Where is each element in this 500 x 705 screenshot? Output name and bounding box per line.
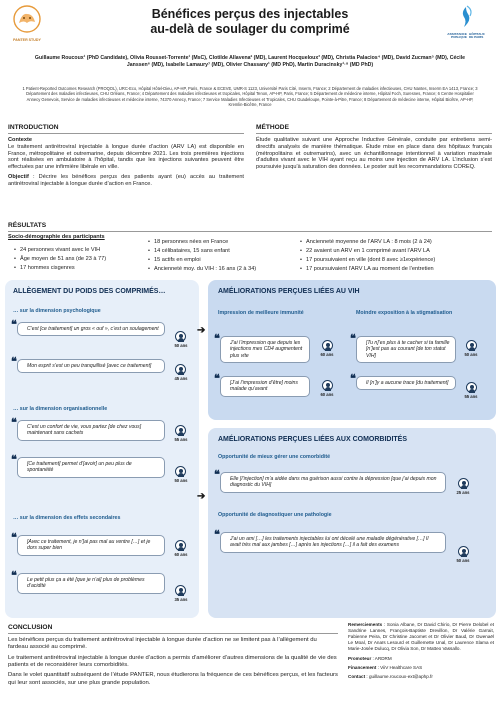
age-label: 35 ans — [174, 597, 188, 602]
method-text: Étude qualitative suivant une Approche Inductive Générale, conduite par entretiens semi-directifs analysés de manière thématique. Étude mise en place dans des hôpitaux français (métropolitains et outremarins), avec un échantillonnage intentionnel à variation maximale d’adultes vivant avec le VIH ayant reçu au moins une injection de ARV LA. L’inclusion s’est poursuivie jusqu’à saturation des données. Le poster suit les recommandations COREQ. — [256, 137, 492, 171]
affiliations: 1 Patient-Reported Outcomes Research (PROQOL), URC-Eco, Hôpital Hôtel-Dieu, AP-HP, Paris, France & ECEVE, UMR-S 1123, Université Paris Cité, Inserm, France; 2 Département de maladies infectieuses, CHU Nantes, Inserm EA 1413, France; 3 Département des maladies infectieuses, CHU Orléans, France; 4 Département des maladies infectieuses et tropicales, Hôpital Tenon, AP-HP, Paris, France; 5 Département de médecine interne, Hôpital Foch, Suresnes, France; 6 Centre Hospitalier Annecy Genevois, Service de maladies infectieuses et médecine interne, 74370 Annecy, France; 7 Service Maladies Infectieuses et Tropicales, CHU Guadeloupe, Pointe-à-Pitre, France; 8 Département de médecine interne, Hôpital Bicêtre, AP-HP, Kremlin-Bicêtre, France — [22, 86, 478, 107]
results-heading: RÉSULTATS — [8, 222, 492, 232]
funding-text: : ViiV Healthcare SAS — [376, 664, 423, 670]
age-label: 25 ans — [456, 490, 470, 495]
age-label: 55 ans — [464, 394, 478, 399]
quote-como-1: Elle [l’injection] m’a aidée dans ma guérison aussi contre la dépression [que j’ai depuis mon diagnostic du VIH] — [220, 472, 446, 493]
stat-item: • 17 poursuivaient l’ARV LA au moment de l’entretien — [300, 266, 434, 273]
title-line-1: Bénéfices perçus des injectables — [151, 7, 349, 21]
quote-org-2: [Ce traitement] permet d’[avoir] un peu plus de spontanéité — [17, 457, 165, 478]
contact-text[interactable]: : guillaume.roucoux-ext@aphp.fr — [365, 673, 433, 679]
quote-vih-4: Il [n’]y a aucune trace [du traitement] — [356, 376, 456, 390]
method-heading: MÉTHODE — [256, 124, 492, 134]
promoter-label: Promoteur — [348, 655, 372, 661]
conclusion-heading: CONCLUSION — [8, 624, 338, 634]
aphp-logo-mark — [440, 4, 492, 30]
avatar-icon — [175, 540, 186, 551]
introduction-heading: INTRODUCTION — [8, 124, 244, 134]
vih-sub-immunity: Impression de meilleure immunité — [218, 310, 304, 316]
aphp-logo — [440, 4, 492, 48]
quote-mark-icon: ❝ — [214, 529, 220, 541]
method-section — [256, 124, 492, 171]
aphp-text-2: PUBLIQUE — [450, 35, 467, 40]
contact-line — [348, 674, 494, 680]
avatar-icon — [322, 340, 333, 351]
quote-mark-icon: ❝ — [11, 454, 17, 466]
introduction-section — [8, 124, 244, 188]
quote-mark-icon: ❝ — [214, 333, 220, 345]
arrow-right-icon: ➔ — [197, 325, 206, 336]
credits-section — [348, 622, 494, 680]
stat-item: • 24 personnes vivant avec le VIH — [14, 247, 100, 254]
avatar-icon — [175, 425, 186, 436]
left-panel — [5, 280, 199, 618]
left-sub-organizational: … sur la dimension organisationnelle — [13, 406, 108, 412]
thanks-paragraph — [348, 622, 494, 652]
age-label: 50 ans — [456, 558, 470, 563]
conclusion-p3: Dans le volet quantitatif subséquent de l’étude PANTER, nous étudierons la fréquence de ces bénéfices perçus, et les facteurs qui leur sont associés, sur une plus grande population. — [8, 672, 338, 686]
panter-logo-text: PANTER STUDY — [13, 37, 41, 42]
quote-vih-2: [J’ai l’impression d’être] moins malade qu’avant — [220, 376, 310, 397]
stat-item: • 18 personnes nées en France — [148, 239, 228, 246]
aphp-text-1: ASSISTANCE — [447, 31, 467, 36]
aphp-text-3: HÔPITAUX — [468, 31, 485, 36]
age-label: 55 ans — [174, 437, 188, 442]
quote-mark-icon: ❝ — [350, 333, 356, 345]
aphp-text-4: DE PARIS — [468, 35, 484, 40]
age-label: 60 ans — [320, 352, 334, 357]
avatar-icon — [466, 340, 477, 351]
thanks-label: Remerciements — [348, 622, 383, 627]
stat-item: • 15 actifs en emploi — [148, 257, 201, 264]
quote-se-2: Le petit plus ça a été [que je n’ai] plus de problèmes d’acidité — [17, 573, 165, 594]
conclusion-p2: Le traitement antirétroviral injectable à longue durée d’action a permis d’améliorer d’autres dimensions de la qualité de vie des patients et de reconsidérer leurs comorbidités. — [8, 654, 337, 668]
arrow-right-icon: ➔ — [197, 491, 206, 502]
page-title — [90, 7, 410, 38]
conclusion-section — [8, 624, 338, 687]
quote-vih-1: J’ai l’impression que depuis les injections mes CD4 augmentent plus vite — [220, 336, 310, 363]
title-line-2: au-delà de soulager du comprimé — [150, 22, 350, 37]
panter-logo-mark — [12, 4, 42, 34]
avatar-icon — [466, 382, 477, 393]
context-text: Le traitement antirétroviral injectable à longue durée d’action (ARV LA) est disponible en France, métropolitaine et outremarine, depuis décembre 2021. Les trois premières injections sont réalisées en ambulatoire à l’hôpital, tandis que les injections suivantes peuvent être effectuées par une infirmière libérale en ville. — [8, 143, 244, 171]
age-label: 50 ans — [174, 343, 188, 348]
context-label: Contexte — [8, 137, 32, 144]
quote-org-1: C’est un confort de vie, vous partez [de chez vous] maintenant sans cachets — [17, 420, 165, 441]
quote-mark-icon: ❝ — [11, 319, 17, 331]
avatar-icon — [458, 546, 469, 557]
panter-logo — [12, 4, 42, 48]
avatar-icon — [175, 466, 186, 477]
thanks-text: : Sonia Albane, Dr David Chirio, Dr Pierre Delobel et Sandrine Lannes, François-Baptiste Drevillon, Dr Valérie Garrait, Fabienne Peira, Dr Christine Jacomet et Dr Olivier Baud, Dr Gwenaël Le Moal, Dr Anaïs Lesourd et Guillemette Unal, Dr Laurence Slama et Marie-Josée Dulucq, Dr Olivia Son, Dr Matteo Vassallo. — [348, 622, 494, 651]
quote-mark-icon: ❝ — [214, 469, 220, 481]
avatar-icon — [175, 331, 186, 342]
objective-text: : Décrire les bénéfices perçus des patients ayant (eu) accès au traitement antirétroviral injectable à longue durée d’action en France. — [8, 174, 244, 187]
left-panel-title: ALLÈGEMENT DU POIDS DES COMPRIMÉS… — [13, 288, 166, 295]
stat-item: • Ancienneté moyenne de l’ARV LA : 8 mois (2 à 24) — [300, 239, 432, 246]
avatar-icon — [322, 380, 333, 391]
stat-item: • 17 hommes cisgenres — [14, 265, 75, 272]
objective-label: Objectif — [8, 174, 29, 181]
avatar-icon — [175, 364, 186, 375]
funding-label: Financement — [348, 664, 377, 670]
quote-psy-2: Mon esprit s’est un peu tranquillisé [avec ce traitement] — [17, 359, 165, 373]
quote-como-2: J’ai un ami […] les traitements injectables lui ont décelé une maladie dégénérative […] Il avait très mal aux jambes […] après les injections […] il a fait des examens — [220, 532, 446, 553]
quote-mark-icon: ❝ — [350, 373, 356, 385]
promoter-line — [348, 656, 494, 662]
left-sub-psychological: … sur la dimension psychologique — [13, 308, 101, 314]
funding-line — [348, 665, 494, 671]
stat-item: • Âge moyen de 51 ans (de 23 à 77) — [14, 256, 106, 263]
vih-sub-stigma: Moindre exposition à la stigmatisation — [356, 310, 453, 316]
como-sub-manage: Opportunité de mieux gérer une comorbidité — [218, 454, 331, 460]
left-sub-side-effects: … sur la dimension des effets secondaires — [13, 515, 121, 521]
objective-paragraph — [8, 174, 244, 188]
authors: Guillaume Roucoux¹ (PhD Candidate), Olivia Rousset-Torrente¹ (MsC), Clotilde Allavena² (MD), Laurent Hocqueloux³ (MD), Christia Palacios⁴ (MD), David Zucman⁵ (MD), Cécile Janssen⁶ (MD), Isabelle Lamaury⁷ (MD), Olivier Chassany¹ (MD PhD), Martin Duracinsky¹·⁸ (MD PhD) — [34, 55, 466, 68]
promoter-text: : ARDRM — [371, 655, 392, 661]
quote-mark-icon: ❝ — [11, 356, 17, 368]
quote-mark-icon: ❝ — [214, 373, 220, 385]
age-label: 60 ans — [320, 392, 334, 397]
como-sub-diagnose: Opportunité de diagnostiquer une pathologie — [218, 512, 332, 518]
vih-panel — [208, 280, 496, 420]
avatar-icon — [458, 478, 469, 489]
age-label: 45 ans — [174, 376, 188, 381]
avatar-icon — [175, 585, 186, 596]
socio-label: Socio-démographie des participants — [8, 234, 105, 241]
stat-item: • 17 poursuivaient en ville (dont 8 avec ≥1expérience) — [300, 257, 435, 264]
stat-item: • Ancienneté moy. du VIH : 16 ans (2 à 34) — [148, 266, 256, 273]
vih-panel-title: AMÉLIORATIONS PERÇUES LIÉES AU VIH — [218, 288, 360, 295]
quote-psy-1: C’est [ce traitement] un gros « ouf », c’est un soulagement — [17, 322, 165, 336]
comorbidity-panel — [208, 428, 496, 618]
quote-se-1: [Avec ce traitement, je n’]ai pas mal au ventre […] et je dors super bien — [17, 535, 165, 556]
quote-vih-3: [Tu n]’es plus à te cacher si ta famille [n’]est pas au courant [de ton statut VIH] — [356, 336, 456, 363]
age-label: 50 ans — [174, 478, 188, 483]
quote-mark-icon: ❝ — [11, 417, 17, 429]
contact-label: Contact — [348, 673, 366, 679]
quote-mark-icon: ❝ — [11, 532, 17, 544]
conclusion-p1: Les bénéfices perçus du traitement antirétroviral injectable à longue durée d’action ne se limitent pas à l’allègement du fardeau associé au comprimé. — [8, 637, 317, 651]
age-label: 60 ans — [174, 552, 188, 557]
quote-mark-icon: ❝ — [11, 570, 17, 582]
stat-item: • 14 célibataires, 15 sans enfant — [148, 248, 230, 255]
stat-item: • 22 avaient un ARV en 1 comprimé avant l’ARV LA — [300, 248, 430, 255]
comorbidity-panel-title: AMÉLIORATIONS PERÇUES LIÉES AUX COMORBIDITÉS — [218, 436, 408, 443]
age-label: 50 ans — [464, 352, 478, 357]
